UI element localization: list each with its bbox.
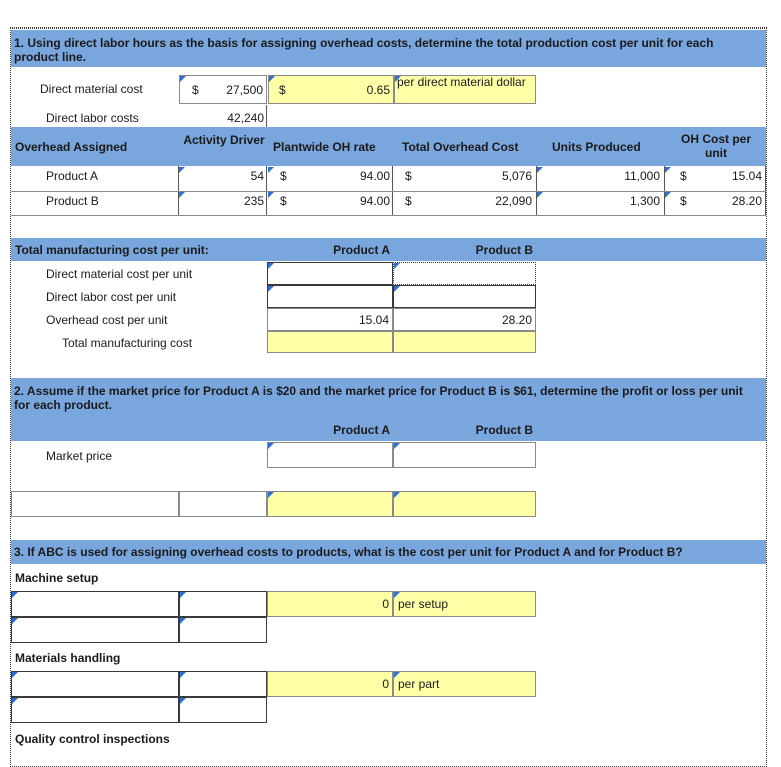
section2-header — [11, 378, 766, 419]
machine-setup-unit-cell — [393, 591, 536, 617]
row-divider — [11, 191, 766, 192]
row-divider — [11, 215, 766, 216]
oh-per-unit-b-cell[interactable] — [393, 308, 536, 331]
dm-cost-per-unit-label: Direct material cost per unit — [46, 267, 193, 281]
profit-blank-cell — [179, 491, 267, 517]
overhead-assigned-header: Overhead Assigned — [15, 140, 128, 154]
total-mfg-a-input[interactable] — [267, 331, 393, 353]
machine-setup-rate: 0 — [382, 597, 389, 611]
total-cost-header-band — [11, 238, 766, 261]
cell-marker-icon — [12, 592, 18, 598]
cell-marker-icon — [269, 76, 275, 82]
product-a-driver: 54 — [250, 169, 264, 183]
product-a-total: 5,076 — [501, 169, 532, 183]
oh-per-unit-a: 15.04 — [358, 313, 389, 327]
cell-marker-icon — [537, 192, 543, 198]
product-b-per-unit: 28.20 — [731, 194, 762, 208]
cell-marker-icon — [268, 167, 274, 173]
direct-material-value: 27,500 — [226, 83, 263, 97]
cell-marker-icon — [394, 492, 400, 498]
cell-marker-icon — [665, 167, 671, 173]
cell-marker-icon — [180, 672, 186, 678]
cell-marker-icon — [12, 618, 18, 624]
cell-marker-icon — [537, 167, 543, 173]
product-a-total-dollar: $ — [405, 169, 412, 183]
product-a-rate: 94.00 — [359, 169, 390, 183]
section2-title: 2. Assume if the market price for Product A is $20 and the market price for Product B is $61, determine the profit or loss per unit for each product. — [14, 384, 743, 412]
direct-material-dollar: $ — [192, 83, 199, 97]
total-cost-label: Total manufacturing cost per unit: — [15, 243, 209, 257]
product-a-units: 11,000 — [624, 169, 660, 183]
profit-b-input[interactable] — [393, 491, 536, 517]
oh-cost-per-unit-header: OH Cost per unit — [680, 132, 751, 160]
machine-setup-label: Machine setup — [15, 571, 99, 585]
cell-marker-icon — [268, 192, 274, 198]
materials-handling-rate: 0 — [382, 677, 389, 691]
materials-handling-unit: per part — [398, 677, 440, 691]
product-b-units: 1,300 — [629, 194, 660, 208]
dl-per-unit-a-input[interactable] — [267, 285, 393, 308]
oh-per-unit-b: 28.20 — [501, 313, 532, 327]
materials-handling-row2-b[interactable] — [179, 697, 267, 723]
product-b-rate: 94.00 — [359, 194, 390, 208]
section1-header — [11, 30, 766, 67]
materials-handling-row2-a[interactable] — [11, 697, 179, 723]
cell-marker-icon — [268, 443, 274, 449]
total-cost-col-b: Product B — [475, 243, 533, 257]
section2-col-a: Product A — [333, 423, 390, 437]
product-b-total: 22,090 — [495, 194, 532, 208]
direct-labor-label: Direct labor costs — [46, 111, 139, 125]
materials-handling-cost-input[interactable] — [11, 671, 179, 697]
cell-marker-icon — [180, 76, 186, 82]
units-produced-header: Units Produced — [552, 140, 641, 154]
cell-marker-icon — [394, 263, 400, 269]
oh-rate-unit-cell[interactable] — [394, 75, 536, 104]
cell-marker-icon — [180, 592, 186, 598]
cell-marker-icon — [12, 672, 18, 678]
direct-material-label: Direct material cost — [40, 82, 143, 96]
product-b-unit-dollar: $ — [680, 194, 687, 208]
oh-rate-input[interactable] — [268, 75, 394, 104]
cell-marker-icon — [394, 592, 400, 598]
materials-handling-label: Materials handling — [15, 651, 121, 665]
total-manufacturing-label: Total manufacturing cost — [62, 336, 193, 350]
direct-material-cost-cell[interactable] — [179, 75, 267, 104]
cell-marker-icon — [665, 192, 671, 198]
product-b-label: Product B — [46, 194, 99, 208]
product-b-total-dollar: $ — [405, 194, 412, 208]
cell-marker-icon — [394, 443, 400, 449]
plantwide-rate-header: Plantwide OH rate — [273, 140, 376, 154]
dl-per-unit-b-input[interactable] — [393, 285, 536, 308]
materials-handling-driver-input[interactable] — [179, 671, 267, 697]
product-b-rate-dollar: $ — [280, 194, 287, 208]
section3-header — [11, 540, 766, 564]
machine-setup-row2-b[interactable] — [179, 617, 267, 643]
dm-per-unit-a-input[interactable] — [267, 262, 393, 285]
oh-per-unit-a-cell[interactable] — [267, 308, 393, 331]
cell-marker-icon — [268, 286, 274, 292]
cell-marker-icon — [180, 698, 186, 704]
direct-labor-value: 42,240 — [227, 111, 264, 125]
product-a-label: Product A — [46, 169, 99, 183]
section2-col-b: Product B — [475, 423, 533, 437]
materials-handling-unit-cell — [393, 671, 536, 697]
cell-marker-icon — [395, 76, 401, 82]
market-price-b-input[interactable] — [393, 442, 536, 468]
profit-a-input[interactable] — [267, 491, 393, 517]
cell-marker-icon — [394, 672, 400, 678]
cell-marker-icon — [268, 263, 274, 269]
total-mfg-b-input[interactable] — [393, 331, 536, 353]
column-divider — [266, 105, 267, 127]
section2-columns — [11, 419, 766, 441]
market-price-a-input[interactable] — [267, 442, 393, 468]
dl-cost-per-unit-label: Direct labor cost per unit — [46, 290, 177, 304]
machine-setup-row2-a[interactable] — [11, 617, 179, 643]
worksheet-top-border — [10, 27, 767, 29]
profit-label-input[interactable] — [11, 491, 179, 517]
total-cost-col-a: Product A — [333, 243, 390, 257]
machine-setup-unit: per setup — [398, 597, 449, 611]
dm-per-unit-b-input[interactable] — [393, 262, 536, 285]
cell-marker-icon — [180, 618, 186, 624]
cell-marker-icon — [394, 286, 400, 292]
product-a-per-unit: 15.04 — [731, 169, 762, 183]
activity-driver-header: Activity Driver — [183, 133, 265, 147]
machine-setup-driver-input[interactable] — [179, 591, 267, 617]
section1-title: 1. Using direct labor hours as the basis for assigning overhead costs, determine the total production cost per unit for each product line. — [14, 36, 714, 64]
market-price-label: Market price — [46, 449, 113, 463]
cell-marker-icon — [268, 492, 274, 498]
cell-marker-icon — [179, 167, 185, 173]
cell-marker-icon — [12, 698, 18, 704]
overhead-header-band — [11, 127, 766, 166]
oh-rate-unit: per direct material dollar — [397, 75, 526, 89]
product-b-driver: 235 — [243, 194, 264, 208]
product-a-rate-dollar: $ — [280, 169, 287, 183]
cell-marker-icon — [179, 192, 185, 198]
machine-setup-cost-input[interactable] — [11, 591, 179, 617]
oh-cost-per-unit-label: Overhead cost per unit — [46, 313, 168, 327]
product-a-unit-dollar: $ — [680, 169, 687, 183]
oh-rate-dollar: $ — [279, 83, 286, 97]
section3-title: 3. If ABC is used for assigning overhead costs to products, what is the cost per unit for Product A and for Product B? — [14, 545, 683, 559]
total-overhead-header: Total Overhead Cost — [402, 140, 519, 154]
quality-control-label: Quality control inspections — [15, 732, 170, 746]
oh-rate-value: 0.65 — [366, 83, 390, 97]
materials-handling-rate-input[interactable] — [267, 671, 393, 697]
machine-setup-rate-input[interactable] — [267, 591, 393, 617]
